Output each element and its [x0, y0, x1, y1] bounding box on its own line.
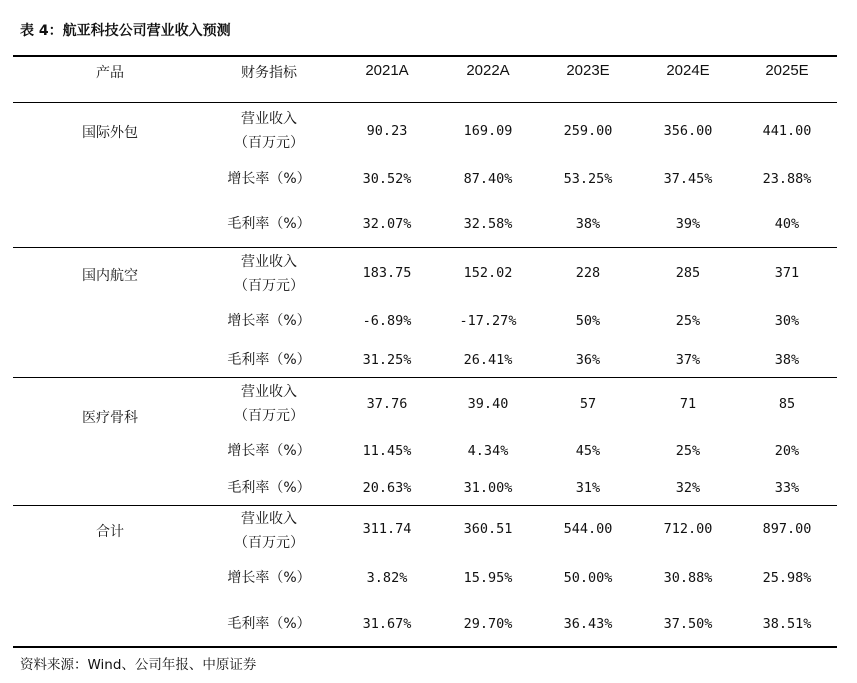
table-cell: 57 — [579, 396, 597, 412]
table-cell: 29.70% — [463, 616, 513, 632]
table-cell: 37.50% — [663, 616, 713, 632]
table-cell: 31.00% — [463, 480, 513, 496]
header-product: 产品 — [96, 65, 124, 81]
table-cell: 30.88% — [663, 570, 713, 586]
table-cell: 32.58% — [463, 216, 513, 232]
metric-label: 营业收入 （百万元） — [234, 111, 304, 151]
table-cell: 356.00 — [663, 123, 713, 139]
table-cell: 90.23 — [366, 123, 408, 139]
header-year: 2024E — [666, 62, 710, 79]
table-cell: 897.00 — [762, 521, 812, 537]
table-cell: 441.00 — [762, 123, 812, 139]
header-year: 2022A — [466, 62, 510, 79]
table-cell: 36% — [575, 352, 601, 368]
table-cell: 31.67% — [362, 616, 412, 632]
table-cell: 71 — [679, 396, 697, 412]
table-cell: 45% — [575, 443, 601, 459]
table-cell: 15.95% — [463, 570, 513, 586]
table-cell: 33% — [774, 480, 800, 496]
header-year: 2025E — [765, 62, 809, 79]
table-cell: 31% — [575, 480, 601, 496]
table-cell: 30% — [774, 313, 800, 329]
table-cell: 183.75 — [362, 265, 412, 281]
group-separator — [13, 505, 837, 506]
group-name: 合计 — [96, 524, 124, 540]
table-cell: 30.52% — [362, 171, 412, 187]
table-cell: 50% — [575, 313, 601, 329]
table-cell: 152.02 — [463, 265, 513, 281]
table-cell: 38% — [575, 216, 601, 232]
table-cell: 85 — [778, 396, 796, 412]
metric-label: 增长率（%） — [227, 171, 311, 187]
table-cell: 25.98% — [762, 570, 812, 586]
table-cell: 712.00 — [663, 521, 713, 537]
metric-label: 增长率（%） — [227, 313, 311, 329]
table-cell: 87.40% — [463, 171, 513, 187]
table-cell: -17.27% — [459, 313, 517, 329]
table-cell: 37.76 — [366, 396, 408, 412]
table-title: 表 4：航亚科技公司营业收入预测 — [20, 23, 231, 39]
group-separator — [13, 377, 837, 378]
metric-label: 毛利率（%） — [227, 480, 311, 496]
metric-label: 毛利率（%） — [227, 216, 311, 232]
metric-label: 营业收入 （百万元） — [234, 254, 304, 294]
header-year: 2021A — [365, 62, 409, 79]
table-cell: 311.74 — [362, 521, 412, 537]
table-cell: 26.41% — [463, 352, 513, 368]
metric-label: 营业收入 （百万元） — [234, 384, 304, 424]
group-name: 医疗骨科 — [82, 410, 138, 426]
table-cell: 38.51% — [762, 616, 812, 632]
table-cell: 3.82% — [366, 570, 408, 586]
table-cell: 228 — [575, 265, 601, 281]
table-cell: 32% — [675, 480, 701, 496]
table-cell: 32.07% — [362, 216, 412, 232]
table-cell: 37% — [675, 352, 701, 368]
table-cell: 50.00% — [563, 570, 613, 586]
table-cell: 39.40 — [467, 396, 509, 412]
table-cell: 20.63% — [362, 480, 412, 496]
table-cell: 40% — [774, 216, 800, 232]
source-note: 资料来源：Wind、公司年报、中原证券 — [20, 657, 257, 673]
header-year: 2023E — [566, 62, 610, 79]
table-cell: 25% — [675, 443, 701, 459]
metric-label: 营业收入 （百万元） — [234, 511, 304, 551]
table-bottom-rule — [13, 646, 837, 648]
metric-label: 增长率（%） — [227, 443, 311, 459]
table-top-rule — [13, 55, 837, 57]
table-cell: 36.43% — [563, 616, 613, 632]
table-cell: 544.00 — [563, 521, 613, 537]
table-cell: 4.34% — [467, 443, 509, 459]
group-name: 国际外包 — [82, 125, 138, 141]
table-cell: 23.88% — [762, 171, 812, 187]
table-cell: 31.25% — [362, 352, 412, 368]
table-cell: 20% — [774, 443, 800, 459]
group-separator — [13, 247, 837, 248]
metric-label: 毛利率（%） — [227, 616, 311, 632]
header-metric: 财务指标 — [241, 65, 297, 81]
table-cell: 371 — [774, 265, 800, 281]
table-cell: 53.25% — [563, 171, 613, 187]
table-cell: -6.89% — [362, 313, 412, 329]
group-name: 国内航空 — [82, 268, 138, 284]
header-rule — [13, 102, 837, 103]
table-cell: 25% — [675, 313, 701, 329]
table-cell: 38% — [774, 352, 800, 368]
table-cell: 169.09 — [463, 123, 513, 139]
metric-label: 毛利率（%） — [227, 352, 311, 368]
metric-label: 增长率（%） — [227, 570, 311, 586]
table-cell: 285 — [675, 265, 701, 281]
table-cell: 259.00 — [563, 123, 613, 139]
table-cell: 360.51 — [463, 521, 513, 537]
table-cell: 37.45% — [663, 171, 713, 187]
table-cell: 39% — [675, 216, 701, 232]
table-cell: 11.45% — [362, 443, 412, 459]
